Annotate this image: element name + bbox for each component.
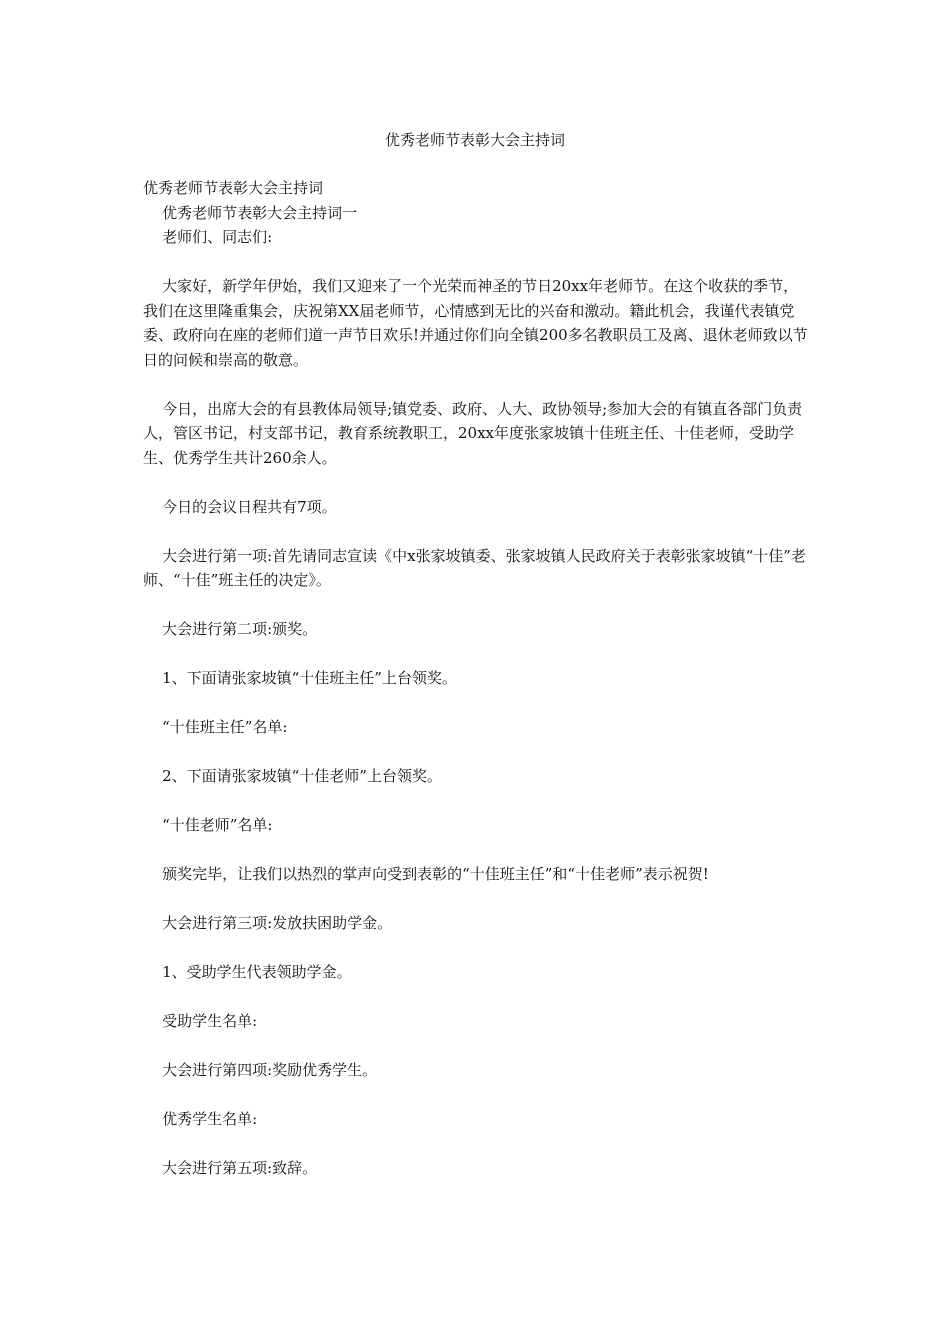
paragraph-item-three: 大会进行第三项:发放扶困助学金。 [162,914,393,932]
paragraph-grant-recipients: 1、受助学生代表领助学金。 [162,963,352,981]
section-subheading: 优秀老师节表彰大会主持词一 [162,203,358,222]
paragraph-congratulations: 颁奖完毕，让我们以热烈的掌声向受到表彰的“十佳班主任”和“十佳老师”表示祝贺! [162,865,709,883]
paragraph-recipients-list: 受助学生名单: [162,1012,258,1030]
paragraph-attendees: 今日，出席大会的有县教体局领导;镇党委、政府、人大、政协领导;参加大会的有镇直各部门负责人，管区书记，村支部书记，教育系统教职工，20xx年度张家坡镇十佳班主任、十佳老师，受助学生、优秀学生共计260余人。 [143,399,803,467]
paragraph-class-teachers-list: “十佳班主任”名单: [162,718,288,736]
paragraph-item-five: 大会进行第五项:致辞。 [162,1159,318,1177]
paragraph-agenda: 今日的会议日程共有7项。 [162,497,337,516]
paragraph-item-one: 大会进行第一项:首先请同志宣读《中x张家坡镇委、张家坡镇人民政府关于表彰张家坡镇“十佳”老师、“十佳”班主任的决定》。 [143,546,806,589]
paragraph-item-two: 大会进行第二项:颁奖。 [162,620,318,638]
paragraph-award-teachers: 2、下面请张家坡镇“十佳老师”上台领奖。 [162,767,442,785]
paragraph-item-four: 大会进行第四项:奖励优秀学生。 [162,1061,378,1079]
salutation: 老师们、同志们: [162,228,273,246]
paragraph-teachers-list: “十佳老师”名单: [162,816,273,834]
paragraph-welcome: 大家好，新学年伊始，我们又迎来了一个光荣而神圣的节日20xx年老师节。在这个收获的季节，我们在这里隆重集会，庆祝第XX届老师节，心情感到无比的兴奋和激动。籍此机会，我谨代表镇党委、政府向在座的老师们道一声节日欢乐!并通过你们向全镇200多名教职员工及离、退休老师致以节日的问候和崇高的敬意。 [143,277,808,369]
section-heading: 优秀老师节表彰大会主持词 [143,179,324,197]
paragraph-excellent-students-list: 优秀学生名单: [162,1110,258,1128]
document-body [143,176,811,1205]
paragraph-award-class-teachers: 1、下面请张家坡镇“十佳班主任”上台领奖。 [162,669,457,687]
document-title: 优秀老师节表彰大会主持词 [384,131,565,149]
